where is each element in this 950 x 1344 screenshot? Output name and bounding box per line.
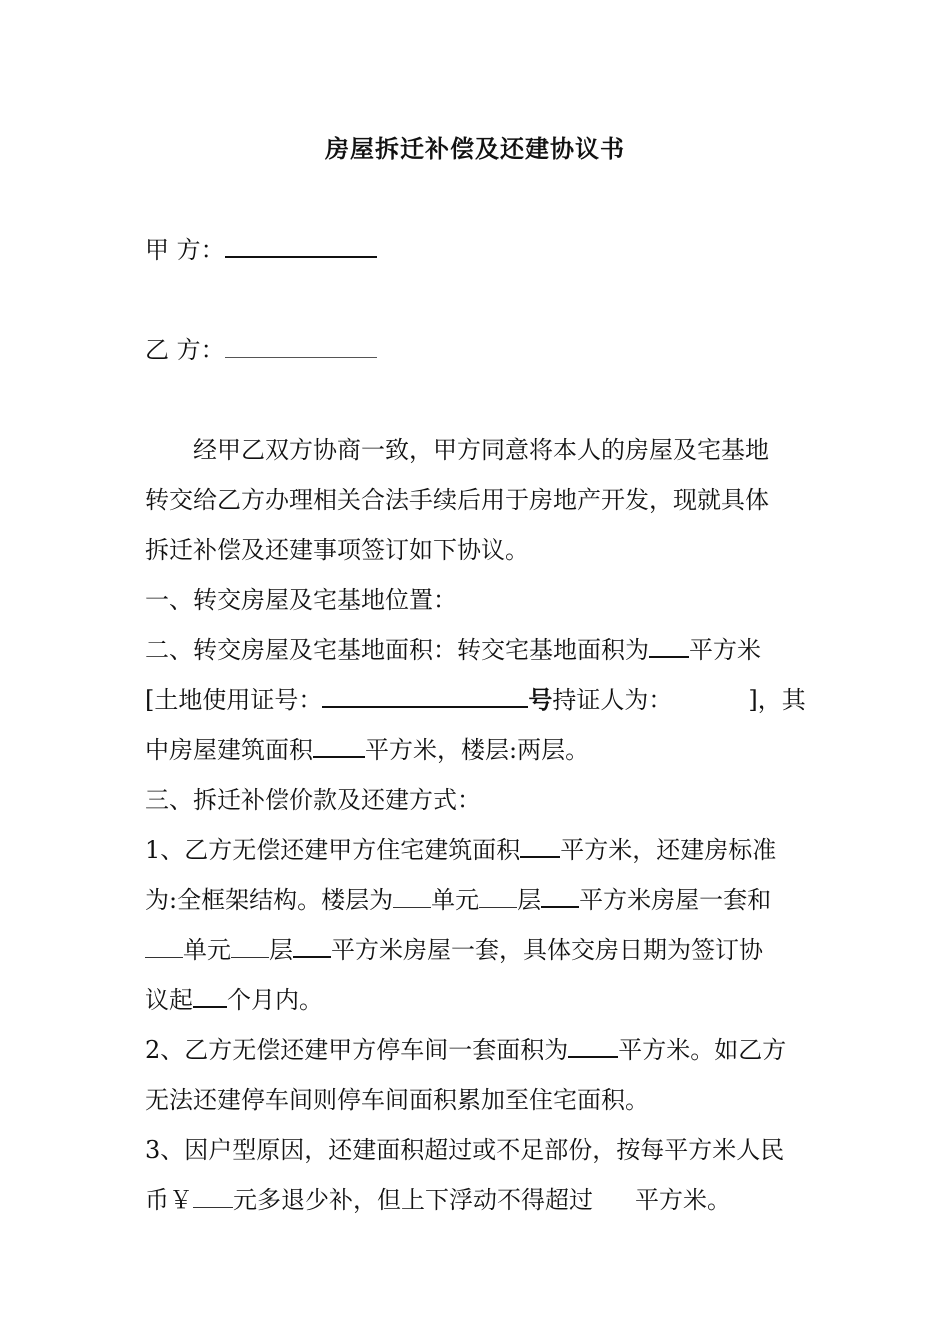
- land-certificate-blank[interactable]: [322, 680, 528, 708]
- party-a-line: [145, 232, 377, 267]
- item-1-text-c: 为:全框架结构。楼层为: [145, 886, 394, 914]
- intro-line-2: [145, 475, 810, 525]
- item-3-line-2: [145, 1175, 810, 1225]
- residential-area-blank[interactable]: [520, 830, 560, 858]
- item-1-text-f: 平方米房屋一套和: [579, 886, 772, 914]
- parking-area-blank[interactable]: [568, 1030, 618, 1058]
- item-1-text-g: 单元: [183, 936, 231, 964]
- item-1-text-a: 1、乙方无偿还建甲方住宅建筑面积: [145, 836, 521, 864]
- item-2-text-b: 平方米。如乙方: [618, 1036, 787, 1064]
- item-3-line-1: [145, 1125, 810, 1175]
- item-1-text-e: 层: [517, 886, 542, 914]
- section-2-text-f: ]，其: [748, 686, 806, 714]
- intro-text-2: 转交给乙方办理相关合法手续后用于房地产开发，现就具体: [145, 486, 769, 514]
- party-b-label: 乙 方：: [145, 336, 225, 364]
- party-b-line: [145, 333, 377, 367]
- party-a-blank[interactable]: [225, 232, 377, 258]
- section-1-text: 一、转交房屋及宅基地位置：: [145, 586, 457, 614]
- item-2-line-1: [145, 1025, 810, 1075]
- item-1-line-4: [145, 975, 810, 1025]
- section-2-line-1: [145, 625, 810, 675]
- intro-text-3: 拆迁补偿及还建事项签订如下协议。: [145, 536, 529, 564]
- land-area-blank[interactable]: [649, 630, 689, 658]
- item-1-line-2: [145, 875, 810, 925]
- item-2-text-c: 无法还建停车间则停车间面积累加至住宅面积。: [145, 1086, 649, 1114]
- item-1-line-1: [145, 825, 810, 875]
- intro-line-3: [145, 525, 810, 575]
- price-blank[interactable]: [193, 1181, 233, 1208]
- area-blank-1[interactable]: [541, 880, 579, 908]
- item-1-line-3: [145, 925, 810, 975]
- section-2-text-b: 平方米: [689, 636, 761, 664]
- section-2-line-2: [145, 675, 810, 725]
- section-2-text-g: 中房屋建筑面积: [145, 736, 313, 764]
- intro-line-1: [145, 425, 810, 475]
- unit-blank-2[interactable]: [145, 931, 183, 958]
- item-2-line-2: [145, 1075, 810, 1125]
- area-blank-2[interactable]: [293, 930, 331, 958]
- floor-blank-1[interactable]: [479, 881, 517, 908]
- item-1-text-b: 平方米，还建房标准: [560, 836, 777, 864]
- section-2-line-3: [145, 725, 810, 775]
- months-blank[interactable]: [193, 980, 227, 1008]
- section-3-text: 三、拆迁补偿价款及还建方式：: [145, 786, 481, 814]
- intro-text-1: 经甲乙双方协商一致，甲方同意将本人的房屋及宅基地: [193, 436, 769, 464]
- item-1-text-d: 单元: [431, 886, 480, 914]
- section-3-heading: [145, 775, 810, 825]
- item-3-text-a: 3、因户型原因，还建面积超过或不足部份，按每平方米人民: [145, 1136, 785, 1164]
- section-2-text-a: 二、转交房屋及宅基地面积：转交宅基地面积为: [145, 636, 649, 664]
- item-2-text-a: 2、乙方无偿还建甲方停车间一套面积为: [145, 1036, 569, 1064]
- party-a-label: 甲 方：: [145, 236, 225, 264]
- unit-blank-1[interactable]: [393, 881, 431, 908]
- item-1-text-k: 个月内。: [227, 986, 323, 1014]
- item-1-text-h: 层: [269, 936, 293, 964]
- floor-blank-2[interactable]: [231, 931, 269, 958]
- section-2-text-d: 号: [528, 685, 553, 714]
- section-1-heading: [145, 575, 810, 625]
- agreement-body: [145, 425, 810, 1225]
- item-3-text-d: 平方米。: [635, 1186, 731, 1214]
- party-b-blank[interactable]: [225, 333, 377, 358]
- item-1-text-i: 平方米房屋一套，具体交房日期为签订协: [331, 936, 763, 964]
- item-1-text-j: 议起: [145, 986, 193, 1014]
- section-2-text-c: [土地使用证号：: [145, 686, 323, 714]
- building-area-blank[interactable]: [313, 730, 365, 758]
- document-title: 房屋拆迁补偿及还建协议书: [325, 134, 625, 163]
- section-2-text-e: 持证人为：: [552, 686, 673, 714]
- item-3-text-c: 元多退少补，但上下浮动不得超过: [233, 1186, 593, 1214]
- section-2-text-h: 平方米，楼层:两层。: [365, 736, 590, 764]
- item-3-text-b: 币￥: [145, 1186, 193, 1214]
